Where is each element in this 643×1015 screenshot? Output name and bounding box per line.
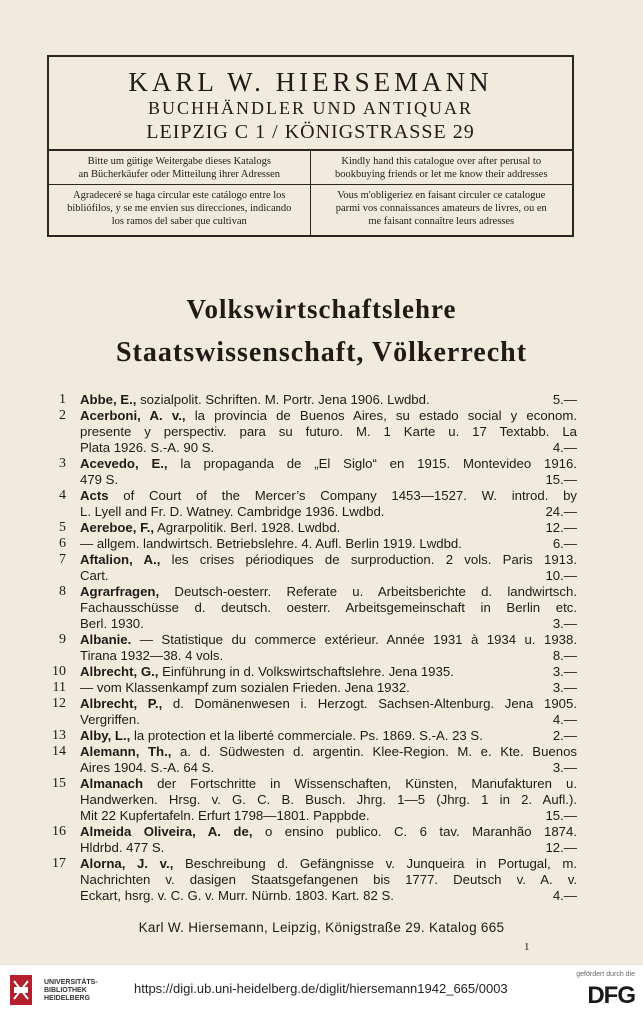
entry-price: 3.— bbox=[552, 680, 577, 695]
entry-text: — vom Klassenkampf zum sozialen Frieden. Jena 1932. bbox=[80, 680, 410, 695]
entry-price: 3.— bbox=[552, 616, 577, 631]
entry-text: Plata 1926. S.-A. 90 S. bbox=[80, 440, 215, 455]
university-library-name bbox=[44, 979, 98, 1003]
entry-author: Agrarfragen, bbox=[80, 584, 160, 599]
catalog-entry bbox=[50, 680, 577, 696]
notice-german-line: an Bücherkäufer oder Mitteilung ihrer Adressen bbox=[78, 169, 280, 180]
entry-line bbox=[80, 728, 577, 744]
entry-line bbox=[80, 504, 577, 520]
entry-text: Fachausschüsse d. deutsch. oesterr. Arbeitsgemeinschaft in Berlin etc. bbox=[80, 600, 577, 615]
entry-line bbox=[80, 680, 577, 696]
entry-text: L. Lyell and Fr. D. Watney. Cambridge 1936. Lwdbd. bbox=[80, 504, 385, 519]
publisher-header-box bbox=[47, 55, 574, 237]
notice-grid bbox=[49, 149, 572, 235]
entry-text: presente y perspectiv. para su futuro. M. 1 Karte u. 17 Textabb. La bbox=[80, 424, 577, 439]
catalog-entry bbox=[50, 488, 577, 520]
catalog-entry bbox=[50, 744, 577, 776]
entry-line bbox=[80, 888, 577, 904]
entry-text: Aires 1904. S.-A. 64 S. bbox=[80, 760, 215, 775]
entry-text: Acevedo, E., la propaganda de „El Siglo“ en 1915. Montevideo 1916. bbox=[80, 456, 577, 471]
notice-french-line: parmi vos connaissances amateurs de livres, ou en bbox=[335, 203, 547, 214]
catalog-entry bbox=[50, 728, 577, 744]
entry-line bbox=[80, 456, 577, 472]
section-subtitle: Staatswissenschaft, Völkerrecht bbox=[115, 337, 528, 368]
entry-text: Vergriffen. bbox=[80, 712, 140, 727]
notice-english-line: Kindly hand this catalogue over after perusal to bbox=[341, 156, 542, 167]
viewer-bottom-bar bbox=[0, 964, 643, 1015]
entry-line bbox=[80, 712, 577, 728]
entry-author: Albanie. bbox=[80, 632, 132, 647]
entry-line bbox=[80, 488, 577, 504]
entry-number: 2 bbox=[59, 408, 66, 423]
entry-line bbox=[80, 408, 577, 424]
catalog-entry bbox=[50, 776, 577, 824]
university-library-name-line: BIBLIOTHEK bbox=[44, 987, 87, 994]
entry-price: 4.— bbox=[552, 712, 577, 727]
entry-line bbox=[80, 760, 577, 776]
entry-line bbox=[80, 696, 577, 712]
entry-price: 5.— bbox=[552, 392, 577, 407]
entry-text: Alorna, J. v., Beschreibung d. Gefängnisse v. Junqueira in Portugal, m. bbox=[80, 856, 577, 871]
entry-line bbox=[80, 552, 577, 568]
catalog-entries bbox=[50, 392, 577, 904]
entry-number: 17 bbox=[52, 856, 66, 871]
entry-text: Agrarfragen, Deutsch-oesterr. Referate u. Arbeitsberichte d. landwirtsch. bbox=[80, 584, 577, 599]
entry-price: 8.— bbox=[552, 648, 577, 663]
university-seal-icon bbox=[8, 973, 34, 1007]
entry-number: 1 bbox=[59, 392, 66, 407]
entry-text: Albrecht, P., d. Domänenwesen i. Herzogt. Sachsen-Altenburg. Jena 1905. bbox=[80, 696, 577, 711]
entry-line bbox=[80, 600, 577, 616]
entry-line bbox=[80, 648, 577, 664]
entry-line bbox=[80, 536, 577, 552]
entry-line bbox=[80, 520, 577, 536]
entry-number: 3 bbox=[59, 456, 66, 471]
entry-text: Almeida Oliveira, A. de, o ensino publico. C. 6 tav. Maranhão 1874. bbox=[80, 824, 577, 839]
entry-author: Acts bbox=[80, 488, 109, 503]
catalog-footer: Karl W. Hiersemann, Leipzig, Königstraße 29. Katalog 665 bbox=[138, 920, 505, 935]
entry-line bbox=[80, 392, 577, 408]
entry-price: 12.— bbox=[545, 520, 577, 535]
notice-english-line: bookbuying friends or let me know their addresses bbox=[334, 169, 548, 180]
entry-line bbox=[80, 840, 577, 856]
entry-number: 8 bbox=[59, 584, 66, 599]
entry-text: Alemann, Th., a. d. Südwesten d. argentin. Klee-Region. M. e. Kte. Buenos bbox=[80, 744, 577, 759]
entry-price: 24.— bbox=[545, 504, 577, 519]
entry-price: 3.— bbox=[552, 760, 577, 775]
entry-text: Aereboe, F., Agrarpolitik. Berl. 1928. Lwdbd. bbox=[80, 520, 341, 535]
entry-number: 13 bbox=[52, 728, 66, 743]
entry-text: Hldrbd. 477 S. bbox=[80, 840, 165, 855]
entry-number: 15 bbox=[52, 776, 66, 791]
entry-author: Acerboni, A. v., bbox=[80, 408, 186, 423]
catalog-entry bbox=[50, 552, 577, 584]
entry-price: 10.— bbox=[545, 568, 577, 583]
catalog-entry bbox=[50, 696, 577, 728]
entry-author: Alorna, J. v., bbox=[80, 856, 174, 871]
entry-price: 2.— bbox=[552, 728, 577, 743]
entry-text: 479 S. bbox=[80, 472, 119, 487]
entry-price: 15.— bbox=[545, 472, 577, 487]
entry-line bbox=[80, 872, 577, 888]
notice-spanish-line: los ramos del saber que cultivan bbox=[111, 216, 247, 227]
entry-author: Almanach bbox=[80, 776, 144, 791]
entry-line bbox=[80, 472, 577, 488]
entry-price: 4.— bbox=[552, 440, 577, 455]
entry-number: 4 bbox=[59, 488, 66, 503]
entry-line bbox=[80, 424, 577, 440]
entry-line bbox=[80, 856, 577, 872]
notice-german bbox=[49, 151, 311, 185]
entry-author: Alby, L., bbox=[80, 728, 131, 743]
notice-french bbox=[311, 185, 573, 235]
publisher-name: KARL W. HIERSEMANN bbox=[128, 67, 493, 97]
publisher-profession: BUCHHÄNDLER UND ANTIQUAR bbox=[148, 98, 473, 118]
entry-price: 4.— bbox=[552, 888, 577, 903]
catalog-entry bbox=[50, 520, 577, 536]
entry-text: Cart. bbox=[80, 568, 109, 583]
entry-text: Berl. 1930. bbox=[80, 616, 144, 631]
entry-author: Aereboe, F., bbox=[80, 520, 155, 535]
entry-number: 6 bbox=[59, 536, 66, 551]
entry-line bbox=[80, 440, 577, 456]
entry-text: Nachrichten v. dasigen Staatsgefangenen bis 1777. Deutsch v. A. v. bbox=[80, 872, 577, 887]
entry-price: 15.— bbox=[545, 808, 577, 823]
entry-line bbox=[80, 776, 577, 792]
entry-line bbox=[80, 744, 577, 760]
entry-line bbox=[80, 808, 577, 824]
catalog-entry bbox=[50, 632, 577, 664]
entry-number: 12 bbox=[52, 696, 66, 711]
notice-spanish bbox=[49, 185, 311, 235]
entry-text: Albrecht, G., Einführung in d. Volkswirtschaftslehre. Jena 1935. bbox=[80, 664, 454, 679]
entry-price: 12.— bbox=[545, 840, 577, 855]
entry-author: Alemann, Th., bbox=[80, 744, 172, 759]
entry-number: 5 bbox=[59, 520, 66, 535]
notice-french-line: Vous m'obligeriez en faisant circuler ce catalogue bbox=[337, 190, 546, 201]
entry-author: Acevedo, E., bbox=[80, 456, 168, 471]
page-number: 1 bbox=[524, 941, 530, 953]
entry-text: Aftalion, A., les crises périodiques de surproduction. 2 vols. Paris 1913. bbox=[80, 552, 577, 567]
entry-text: Acts of Court of the Mercer’s Company 1453—1527. W. introd. by bbox=[80, 488, 577, 503]
entry-text: Abbe, E., sozialpolit. Schriften. M. Portr. Jena 1906. Lwdbd. bbox=[80, 392, 430, 407]
entry-text: Eckart, hsrg. v. C. G. v. Murr. Nürnb. 1803. Kart. 82 S. bbox=[80, 888, 394, 903]
notice-german-line: Bitte um gütige Weitergabe dieses Katalogs bbox=[87, 156, 271, 167]
entry-text: Tirana 1932—38. 4 vols. bbox=[80, 648, 224, 663]
funding-note: gefördert durch die bbox=[576, 971, 635, 978]
entry-line bbox=[80, 584, 577, 600]
entry-number: 9 bbox=[59, 632, 66, 647]
catalog-entry bbox=[50, 856, 577, 904]
entry-text: Almanach der Fortschritte in Wissenschaften, Künsten, Manufakturen u. bbox=[80, 776, 577, 791]
entry-author: Abbe, E., bbox=[80, 392, 137, 407]
entry-author: Albrecht, P., bbox=[80, 696, 163, 711]
entry-number: 10 bbox=[52, 664, 66, 679]
entry-line bbox=[80, 616, 577, 632]
entry-line bbox=[80, 664, 577, 680]
dfg-logo[interactable]: DFG bbox=[587, 982, 635, 1009]
entry-text: Mit 22 Kupfertafeln. Erfurt 1798—1801. Pappbde. bbox=[80, 808, 370, 823]
notice-french-line: me faisant connaître leurs adresses bbox=[368, 216, 515, 227]
entry-number: 14 bbox=[52, 744, 66, 759]
entry-text: Alby, L., la protection et la liberté commerciale. Ps. 1869. S.-A. 23 S. bbox=[80, 728, 483, 743]
section-title: Volkswirtschaftslehre bbox=[186, 294, 457, 324]
entry-line bbox=[80, 632, 577, 648]
entry-number: 7 bbox=[59, 552, 66, 567]
entry-text: Handwerken. Hrsg. v. G. C. B. Busch. Jhrg. 1—5 (Jhrg. 1 in 2. Aufl.). bbox=[80, 792, 577, 807]
entry-line bbox=[80, 568, 577, 584]
entry-line bbox=[80, 824, 577, 840]
digitization-url-link[interactable]: https://digi.ub.uni-heidelberg.de/diglit/hiersemann1942_665/0003 bbox=[134, 981, 508, 996]
catalog-entry bbox=[50, 536, 577, 552]
entry-text: Albanie. — Statistique du commerce extérieur. Année 1931 à 1934 u. 1938. bbox=[80, 632, 577, 647]
catalog-entry bbox=[50, 584, 577, 632]
publisher-address: LEIPZIG C 1 / KÖNIGSTRASSE 29 bbox=[146, 121, 475, 143]
catalog-entry bbox=[50, 408, 577, 456]
publisher-title bbox=[49, 67, 572, 145]
entry-price: 3.— bbox=[552, 664, 577, 679]
entry-author: Albrecht, G., bbox=[80, 664, 159, 679]
university-library-name-line: HEIDELBERG bbox=[44, 995, 90, 1002]
university-library-name-line: UNIVERSITÄTS- bbox=[44, 979, 98, 986]
entry-number: 11 bbox=[52, 680, 66, 695]
catalog-entry bbox=[50, 664, 577, 680]
university-library-logo[interactable] bbox=[8, 973, 128, 1007]
entry-line bbox=[80, 792, 577, 808]
catalog-entry bbox=[50, 392, 577, 408]
notice-spanish-line: Agradeceré se haga circular este catálogo entre los bbox=[72, 190, 286, 201]
entry-price: 6.— bbox=[552, 536, 577, 551]
entry-text: Acerboni, A. v., la provincia de Buenos Aires, su estado social y econom. bbox=[80, 408, 577, 423]
catalog-entry bbox=[50, 824, 577, 856]
entry-author: Almeida Oliveira, A. de, bbox=[80, 824, 253, 839]
entry-text: — allgem. landwirtsch. Betriebslehre. 4. Aufl. Berlin 1919. Lwdbd. bbox=[80, 536, 462, 551]
notice-english bbox=[311, 151, 573, 185]
catalog-entry bbox=[50, 456, 577, 488]
entry-author: Aftalion, A., bbox=[80, 552, 161, 567]
entry-number: 16 bbox=[52, 824, 66, 839]
notice-spanish-line: bibliófilos, y se me envien sus direcciones, indicando bbox=[67, 203, 292, 214]
